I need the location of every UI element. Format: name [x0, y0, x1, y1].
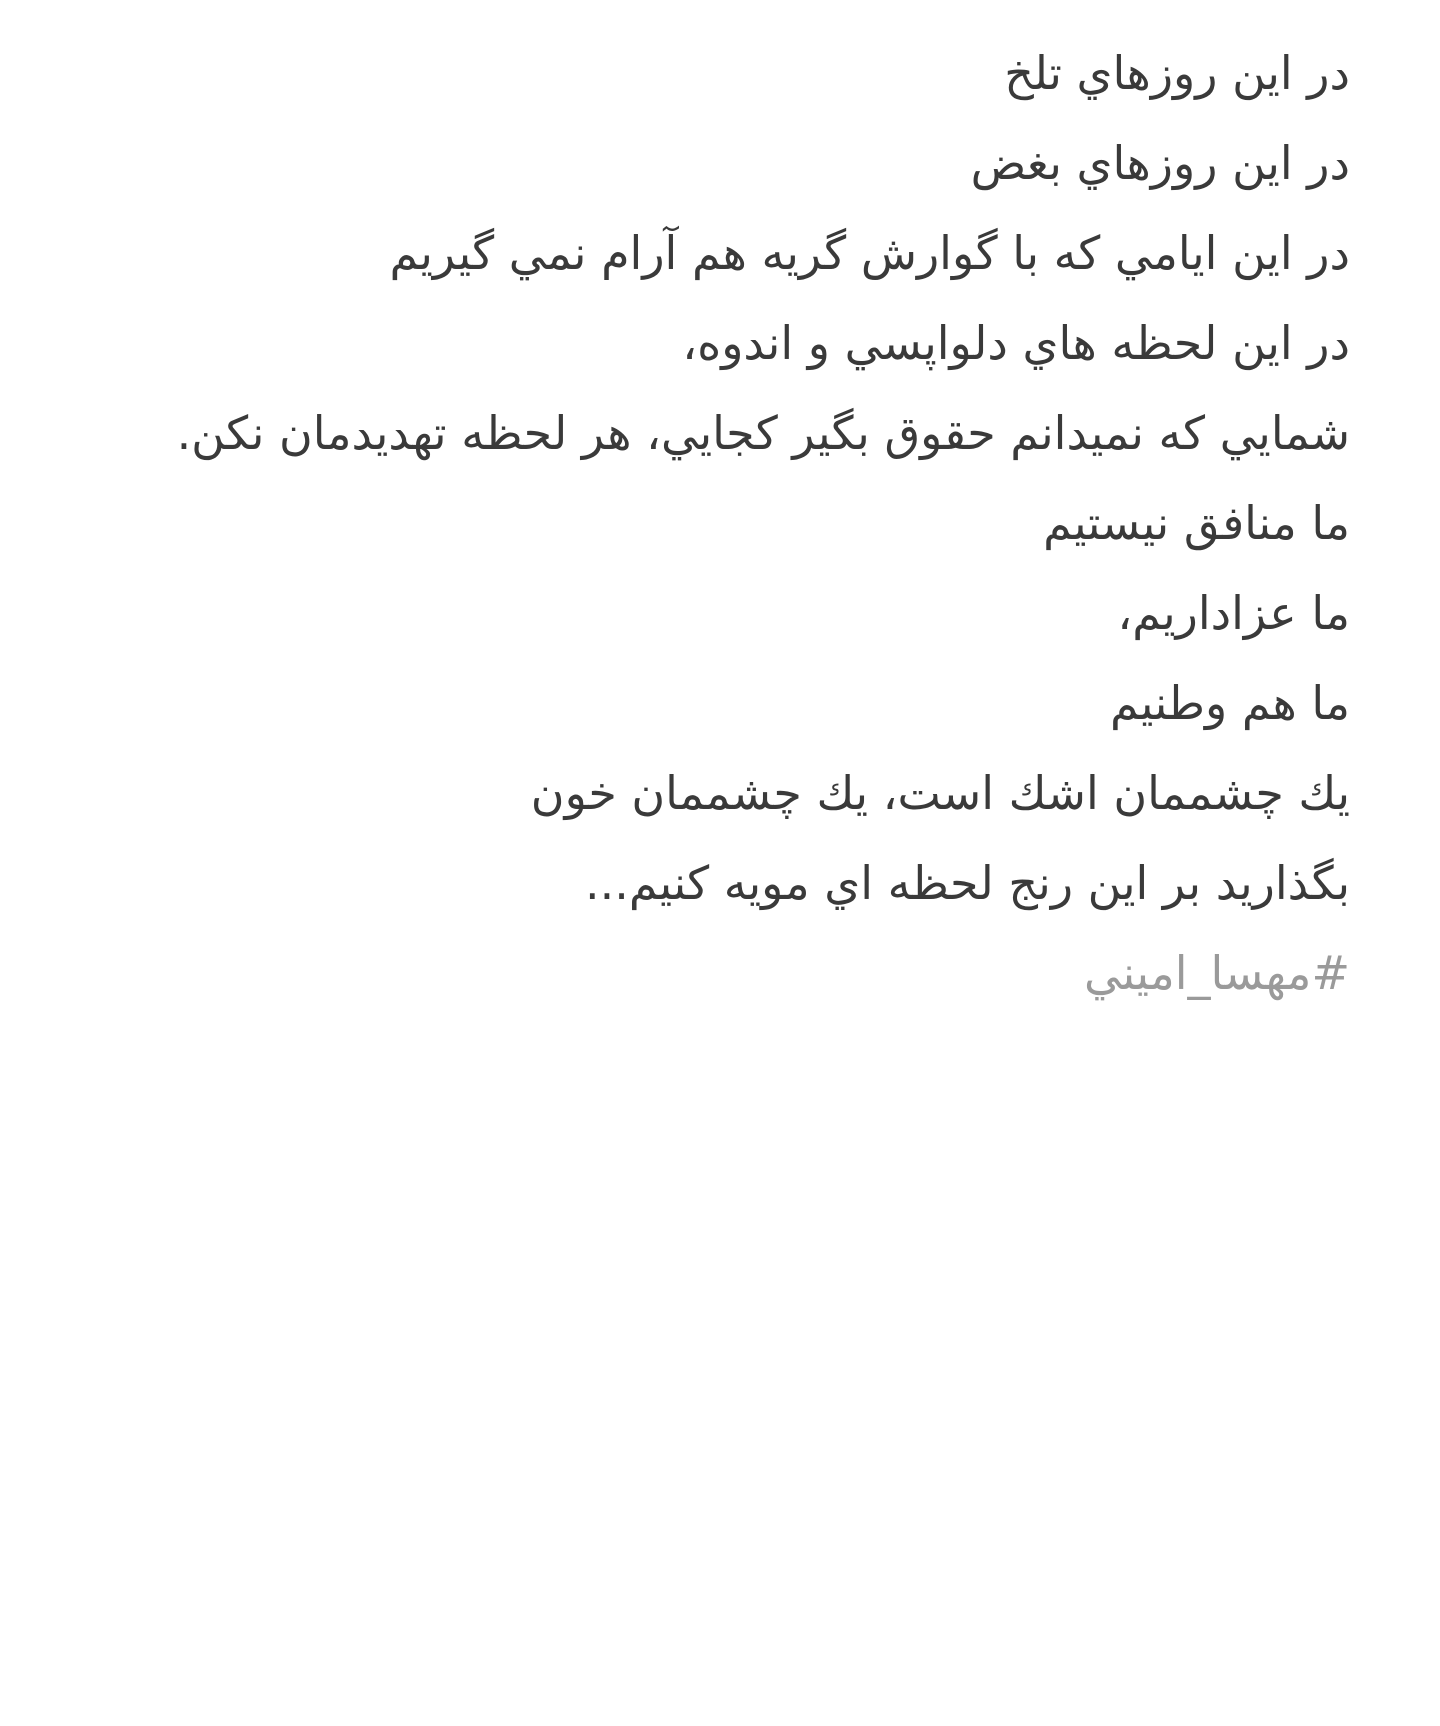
hashtag-link[interactable]: #مهسا_اميني	[1084, 946, 1350, 1000]
post-body	[50, 28, 1350, 1018]
poem-line: شمايي كه نمیدانم حقوق بگیر كجايي، هر لحظه تهدیدمان نكن.	[176, 406, 1350, 460]
poem-line: ما منافق نیستیم	[1043, 496, 1350, 550]
poem-line: یك چشممان اشك است، یك چشممان خون	[530, 766, 1350, 820]
poem-line: ما عزاداریم،	[1117, 586, 1350, 640]
poem-line: در این روزهاي تلخ	[1004, 46, 1350, 100]
poem-line: ما هم وطنیم	[1110, 676, 1350, 730]
poem-line: در این ایامي كه با گوارش گریه هم آرام نمي گیریم	[389, 226, 1350, 280]
poem-line: در این روزهاي بغض	[970, 136, 1350, 190]
poem-line: در این لحظه هاي دلواپسي و اندوه،	[682, 316, 1350, 370]
poem-line: بگذارید بر این رنج لحظه اي مویه كنیم...	[584, 856, 1350, 910]
